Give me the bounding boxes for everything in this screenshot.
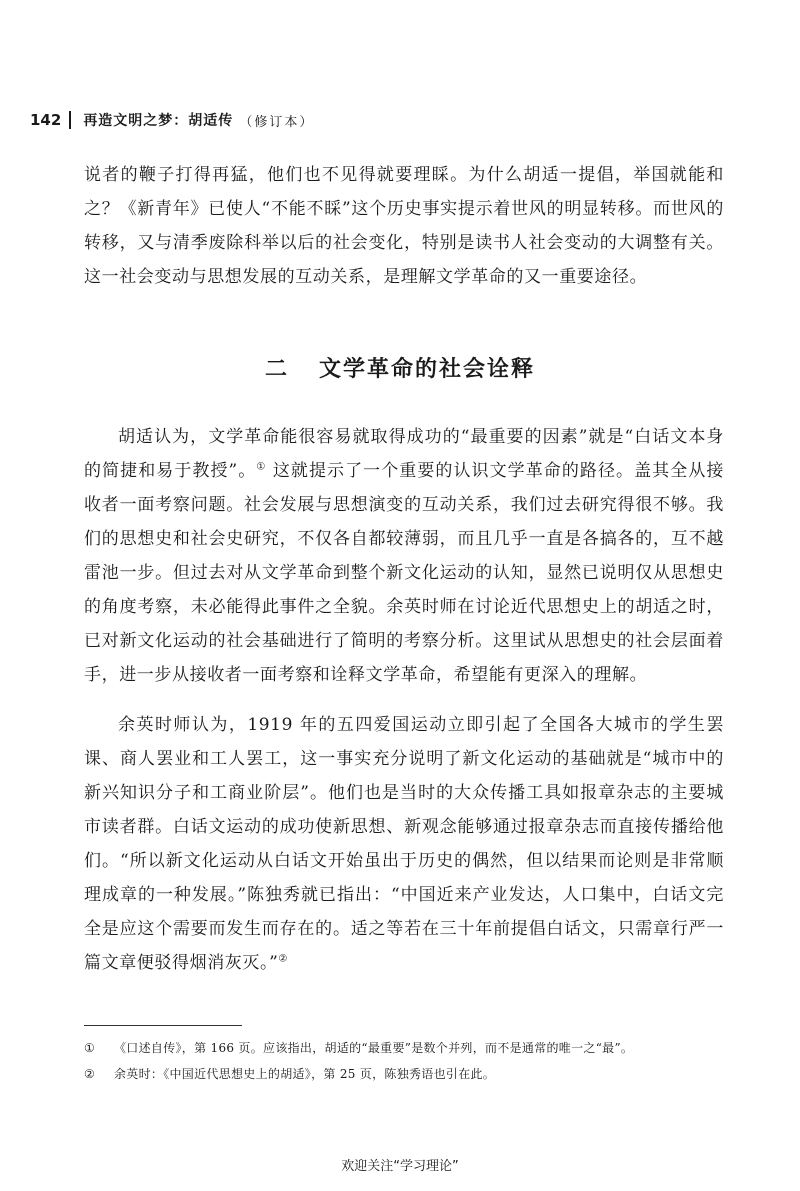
section-title: 文学革命的社会诠释 <box>319 357 536 382</box>
running-header <box>30 110 314 130</box>
section-number: 二 <box>264 357 289 382</box>
page-number: 142 <box>30 111 62 129</box>
paragraph-1: 说者的鞭子打得再猛，他们也不见得就要理睬。为什么胡适一提倡，举国就能和之？《新青年》已使人“不能不睬”这个历史事实提示着世风的明显转移。而世风的转移，又与清季废除科举以后的社会变化，特别是读书人社会变动的大调整有关。这一社会变动与思想发展的互动关系，是理解文学革命的又一重要途径。 <box>84 165 724 287</box>
paragraph-3-content <box>84 708 724 980</box>
paragraph-2-text-a: 胡适认为，文学革命能很容易就取得成功的“最重要的因素”就是“白话文本身的简捷和易于教授”。 <box>84 427 724 481</box>
footnote-item <box>84 1064 724 1084</box>
paragraph-2 <box>84 420 724 692</box>
footnote-text: 《口述自传》，第 166 页。应该指出，胡适的“最重要”是数个并列，而不是通常的唯一之“最”。 <box>114 1041 634 1055</box>
paragraph-2-text-b: 这就提示了一个重要的认识文学革命的路径。盖其全从接收者一面考察问题。社会发展与思想演变的互动关系，我们过去研究得很不够。我们的思想史和社会史研究，不仅各自都较薄弱，而且几乎一直是各搞各的，互不越雷池一步。但过去对从文学革命到整个新文化运动的认知，显然已说明仅从思想史的角度考察，未必能得此事件之全貌。余英时师在讨论近代思想史上的胡适之时，已对新文化运动的社会基础进行了简明的考察分析。这里试从思想史的社会层面着手，进一步从接收者一面考察和诠释文学革命，希望能有更深入的理解。 <box>84 461 724 685</box>
footnote-text: 余英时：《中国近代思想史上的胡适》，第 25 页，陈独秀语也引在此。 <box>114 1067 496 1081</box>
paragraph-3-text: 余英时师认为，1919 年的五四爱国运动立即引起了全国各大城市的学生罢课、商人罢业和工人罢工，这一事实充分说明了新文化运动的基础就是“城市中的新兴知识分子和工商业阶层”。他们也是当时的大众传播工具如报章杂志的主要城市读者群。白话文运动的成功使新思想、新观念能够通过报章杂志而直接传播给他们。“所以新文化运动从白话文开始虽出于历史的偶然，但以结果而论则是非常顺理成章的一种发展。”陈独秀就已指出：“中国近来产业发达，人口集中，白话文完全是应这个需要而发生而存在的。适之等若在三十年前提倡白话文，只需章行严一篇文章便驳得烟消灰灭。” <box>84 715 724 973</box>
footnote-mark: ② <box>84 1067 96 1081</box>
paragraph-3 <box>84 708 724 980</box>
footnote-item <box>84 1038 724 1058</box>
page-footer: 欢迎关注“学习理论” <box>341 1159 459 1174</box>
section-heading <box>0 352 800 383</box>
footnote-mark: ① <box>84 1041 96 1055</box>
book-title: 再造文明之梦：胡适传 <box>83 113 234 129</box>
footnote-ref-2[interactable]: ② <box>278 953 288 965</box>
footnote-divider <box>84 1025 242 1026</box>
header-divider <box>69 111 71 129</box>
footnotes <box>84 1038 724 1090</box>
book-subtitle: （修订本） <box>239 114 315 130</box>
footnote-ref-1[interactable]: ① <box>256 461 267 473</box>
paragraph-2-content <box>84 420 724 692</box>
